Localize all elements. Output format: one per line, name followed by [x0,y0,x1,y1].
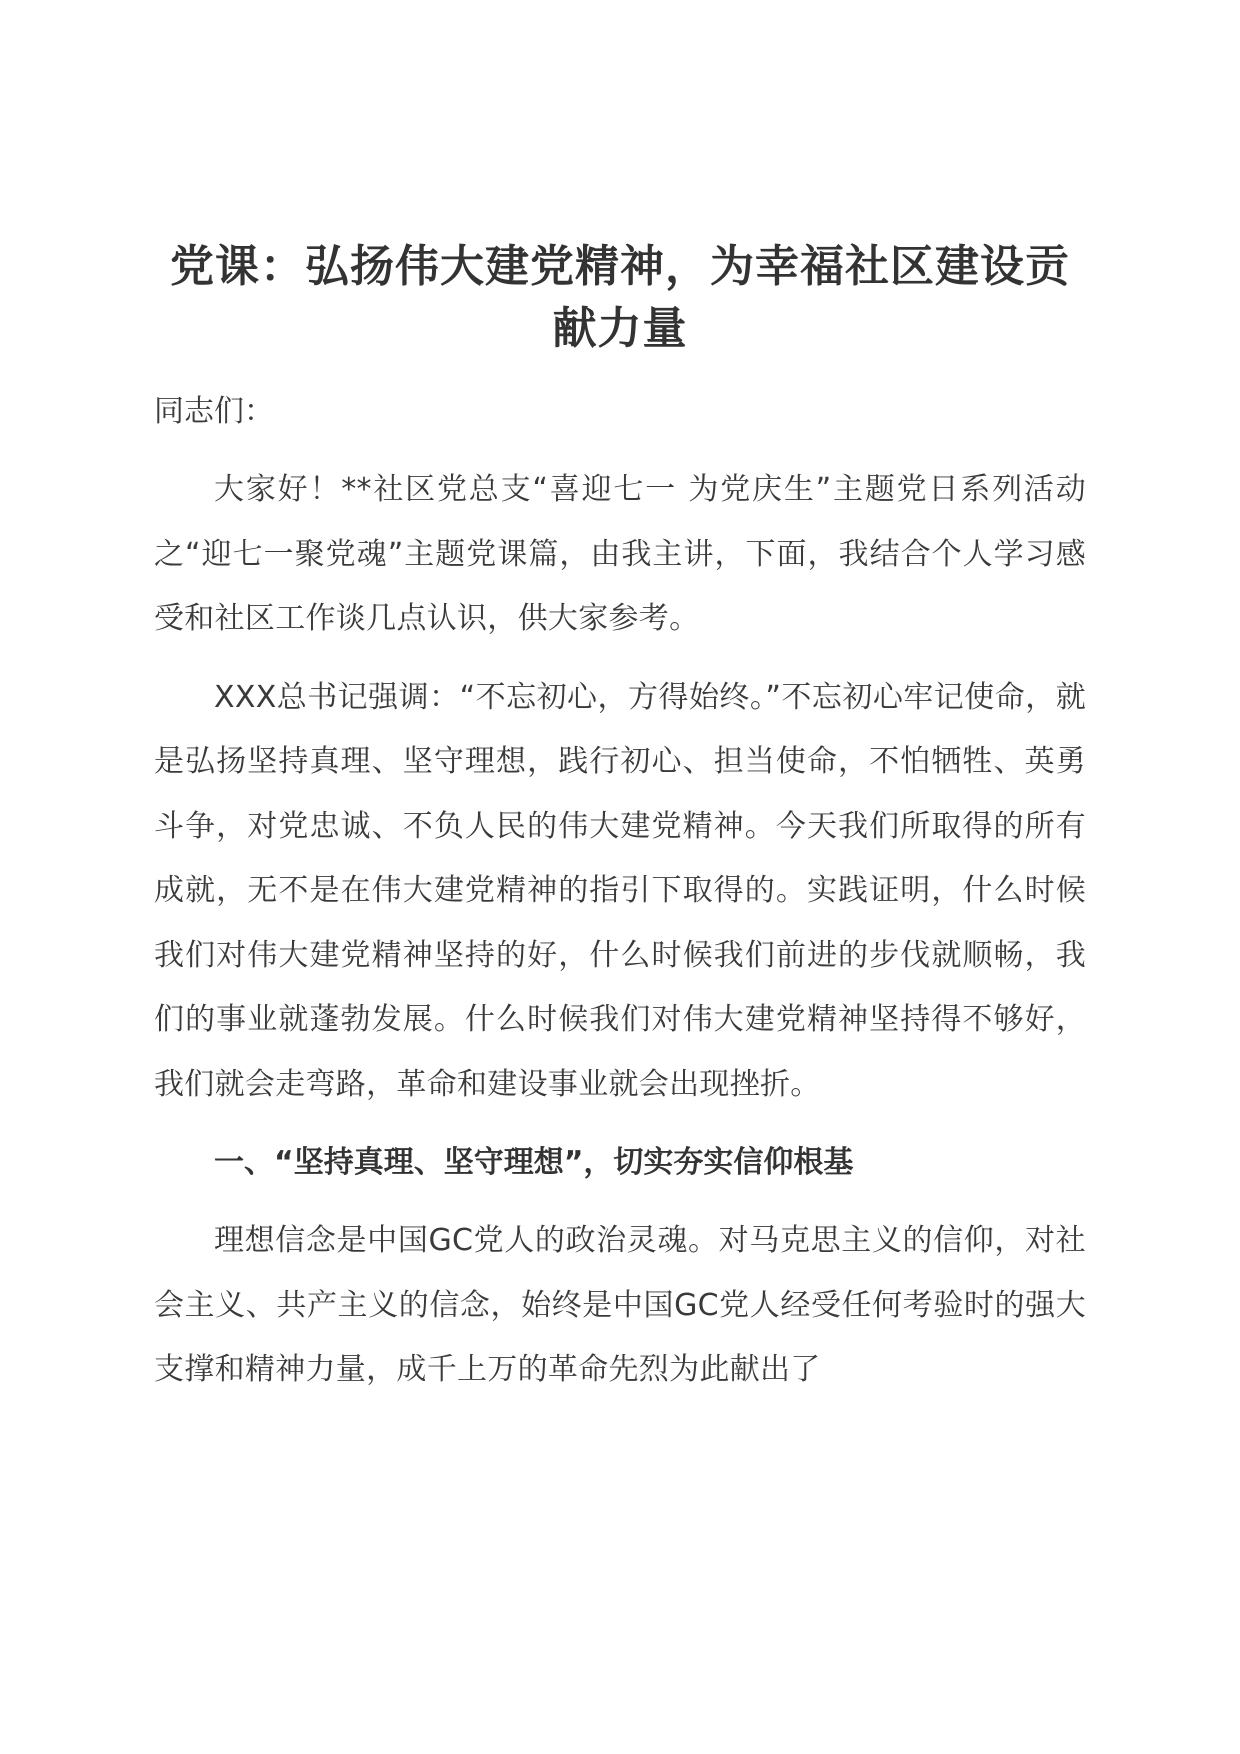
document-title: 党课：弘扬伟大建党精神，为幸福社区建设贡献力量 [170,241,1070,354]
document-page [154,236,1086,1403]
section-heading: 一、“坚持真理、坚守理想”，切实夯实信仰根基 [214,1145,854,1180]
salutation: 同志们： [154,394,274,429]
body-paragraph: XXX总书记强调：“不忘初心，方得始终。”不忘初心牢记使命，就是弘扬坚持真理、坚守理想，践行初心、担当使命，不怕牺牲、英勇斗争，对党忠诚、不负人民的伟大建党精神。今天我们所取得的所有成就，无不是在伟大建党精神的指引下取得的。实践证明，什么时候我们对伟大建党精神坚持的好，什么时候我们前进的步伐就顺畅，我们的事业就蓬勃发展。什么时候我们对伟大建党精神坚持得不够好，我们就会走弯路，革命和建设事业就会出现挫折。 [154,679,1086,1102]
intro-paragraph: 大家好！**社区党总支“喜迎七一 为党庆生”主题党日系列活动之“迎七一聚党魂”主题党课篇，由我主讲，下面，我结合个人学习感受和社区工作谈几点认识，供大家参考。 [154,472,1086,636]
section-paragraph: 理想信念是中国GC党人的政治灵魂。对马克思主义的信仰，对社会主义、共产主义的信念，始终是中国GC党人经受任何考验时的强大支撑和精神力量，成千上万的革命先烈为此献出了 [154,1223,1086,1387]
